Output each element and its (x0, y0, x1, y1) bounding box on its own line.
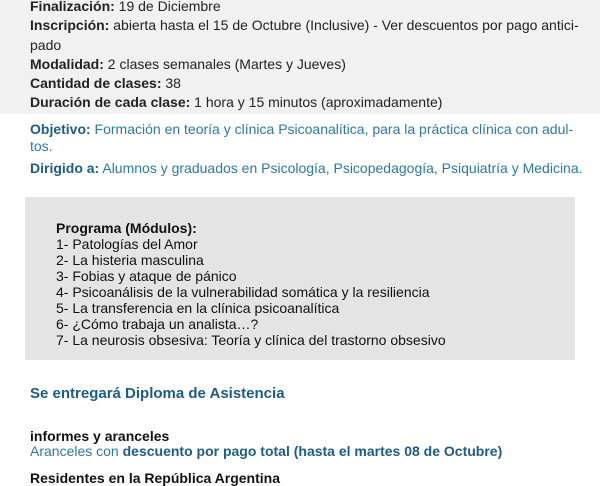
dirigido-row (30, 160, 583, 176)
finalizacion-label: Finalización: (30, 0, 115, 14)
modalidad-row (30, 56, 346, 72)
objetivo-row (30, 121, 573, 137)
inscripcion-row-cont (30, 37, 61, 53)
inscripcion-value: abierta hasta el 15 de Octubre (Inclusive) - Ver descuentos por pago antici- (109, 17, 579, 33)
dirigido-value: Alumnos y graduados en Psicología, Psicopedagogía, Psiquiatría y Medicina. (99, 160, 583, 176)
modalidad-label: Modalidad: (30, 56, 104, 72)
module-item: 7- La neurosis obsesiva: Teoría y clínica del trastorno obsesivo (56, 332, 446, 348)
inscripcion-row (30, 17, 579, 33)
module-item: 6- ¿Cómo trabaja un analista…? (56, 316, 259, 332)
diploma-heading: Se entregará Diploma de Asistencia (30, 385, 285, 402)
cantidad-row (30, 75, 181, 91)
informes-prefix: Aranceles con (30, 443, 123, 459)
residentes-heading: Residentes en la República Argentina (30, 470, 280, 486)
objetivo-value: Formación en teoría y clínica Psicoanalítica, para la práctica clínica con adul- (90, 121, 574, 137)
inscripcion-label: Inscripción: (30, 17, 110, 33)
descuento-text: descuento por pago total (hasta el martes 08 de Octubre) (122, 443, 503, 459)
objetivo-value-cont: tos. (30, 138, 53, 154)
module-item: 2- La histeria masculina (56, 252, 204, 268)
programa-title: Programa (Módulos): (56, 220, 197, 236)
duracion-value: 1 hora y 15 minutos (aproximadamente) (190, 94, 443, 110)
informes-text (30, 443, 502, 459)
finalizacion-value: 19 de Diciembre (114, 0, 221, 14)
duracion-label: Duración de cada clase: (30, 94, 191, 110)
dirigido-label: Dirigido a: (30, 160, 100, 176)
module-item: 3- Fobias y ataque de pánico (56, 268, 237, 284)
module-item: 1- Patologías del Amor (56, 236, 198, 252)
module-item: 4- Psicoanálisis de la vulnerabilidad somática y la resiliencia (56, 284, 430, 300)
inscripcion-value-cont: pado (30, 37, 62, 53)
informes-title: informes y aranceles (30, 428, 170, 444)
cantidad-value: 38 (161, 75, 181, 91)
objetivo-row-cont (30, 138, 53, 154)
module-item: 5- La transferencia en la clínica psicoanalítica (56, 300, 340, 316)
cantidad-label: Cantidad de clases: (30, 75, 162, 91)
finalizacion-row (30, 0, 221, 14)
duracion-row (30, 94, 442, 110)
modalidad-value: 2 clases semanales (Martes y Jueves) (103, 56, 346, 72)
objetivo-label: Objetivo: (30, 121, 91, 137)
